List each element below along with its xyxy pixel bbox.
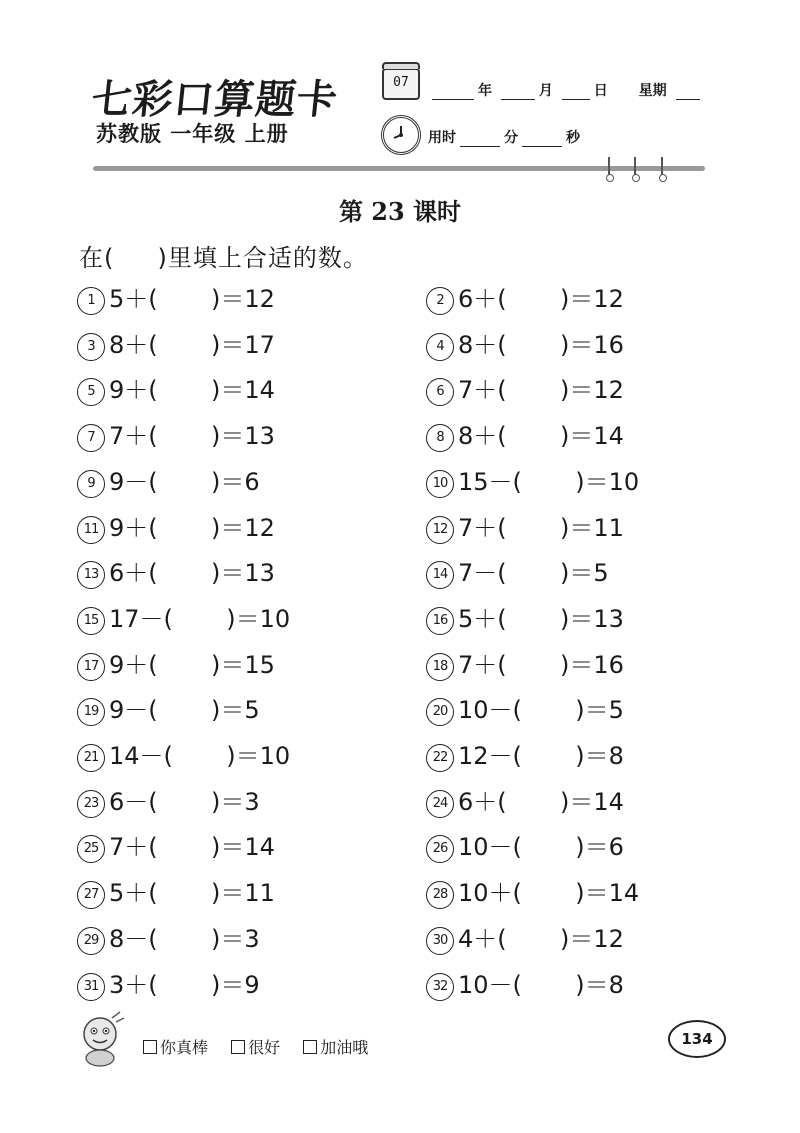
rating-label: 很好 xyxy=(248,1038,281,1057)
problem-number: 7 xyxy=(77,424,105,452)
problem-number: 12 xyxy=(426,516,454,544)
problem-item xyxy=(426,787,624,818)
instruction-text: 在( )里填上合适的数。 xyxy=(79,244,368,272)
problem-number: 22 xyxy=(426,744,454,772)
problem-item xyxy=(77,695,260,726)
problem-number: 26 xyxy=(426,835,454,863)
pin-icon xyxy=(659,157,665,181)
problem-number: 5 xyxy=(77,378,105,406)
problem-equation[interactable]: 14－( )＝10 xyxy=(109,742,291,770)
day-blank[interactable] xyxy=(562,85,590,100)
rating-good[interactable] xyxy=(231,1035,280,1058)
problem-item xyxy=(426,513,624,544)
problem-item xyxy=(77,421,275,452)
time-label-minutes: 分 xyxy=(504,130,518,146)
problem-number: 20 xyxy=(426,698,454,726)
problem-number: 1 xyxy=(77,287,105,315)
problem-number: 23 xyxy=(77,790,105,818)
clock-icon xyxy=(381,115,421,155)
problem-number: 24 xyxy=(426,790,454,818)
date-label-year: 年 xyxy=(478,83,492,99)
problem-number: 29 xyxy=(77,927,105,955)
time-label-used: 用时 xyxy=(428,130,456,146)
problem-item xyxy=(426,924,624,955)
problem-item xyxy=(426,695,624,726)
problem-equation[interactable]: 17－( )＝10 xyxy=(109,604,291,633)
problem-item xyxy=(426,284,624,315)
problem-item xyxy=(426,467,639,498)
problem-number: 18 xyxy=(426,653,454,681)
problem-number: 27 xyxy=(77,881,105,909)
problem-number: 2 xyxy=(426,287,454,315)
problem-number: 3 xyxy=(77,333,105,361)
problem-item xyxy=(77,832,275,863)
problem-equation[interactable]: 8＋( )＝16 xyxy=(458,330,624,359)
date-label-month: 月 xyxy=(538,83,553,99)
seconds-blank[interactable] xyxy=(522,132,562,147)
rating-keep-trying[interactable] xyxy=(303,1035,368,1058)
date-fields xyxy=(428,80,704,100)
problem-number: 9 xyxy=(77,470,105,498)
problem-equation[interactable]: 9＋( )＝12 xyxy=(109,513,275,542)
problem-equation[interactable]: 6＋( )＝14 xyxy=(458,787,624,816)
problem-number: 4 xyxy=(426,333,454,361)
problem-number: 30 xyxy=(426,927,454,955)
checkbox[interactable] xyxy=(143,1040,157,1054)
problem-item xyxy=(426,558,609,589)
problem-item xyxy=(426,421,624,452)
problem-equation[interactable]: 10－( )＝6 xyxy=(458,833,624,862)
problem-item xyxy=(426,741,624,772)
problem-equation[interactable]: 10－( )＝8 xyxy=(458,970,624,999)
problem-number: 6 xyxy=(426,378,454,406)
problem-number: 13 xyxy=(77,561,105,589)
problem-item xyxy=(426,878,639,909)
problem-equation[interactable]: 10－( )＝5 xyxy=(458,696,624,725)
lesson-title: 第 23 课时 xyxy=(338,197,462,226)
checkbox[interactable] xyxy=(231,1040,245,1054)
problem-number: 14 xyxy=(426,561,454,589)
problem-equation[interactable]: 7＋( )＝14 xyxy=(109,833,275,862)
problem-equation[interactable]: 4＋( )＝12 xyxy=(458,924,624,953)
problem-equation[interactable]: 8＋( )＝17 xyxy=(109,330,275,359)
problem-number: 25 xyxy=(77,835,105,863)
problem-item xyxy=(77,330,275,361)
problem-number: 21 xyxy=(77,744,105,772)
problem-item xyxy=(77,604,290,635)
problem-equation[interactable]: 7＋( )＝13 xyxy=(109,422,275,451)
problem-equation[interactable]: 7－( )＝5 xyxy=(458,559,609,588)
problem-item xyxy=(77,878,275,909)
brand-title: 七彩口算题卡 xyxy=(89,76,341,123)
problem-item xyxy=(77,467,260,498)
problem-equation[interactable]: 8＋( )＝14 xyxy=(458,422,624,451)
problem-item xyxy=(426,604,624,635)
problem-number: 15 xyxy=(77,607,105,635)
problem-equation[interactable]: 5＋( )＝12 xyxy=(109,285,275,313)
problem-equation[interactable]: 6－( )＝3 xyxy=(109,787,260,816)
problem-item xyxy=(426,650,624,681)
problem-item xyxy=(77,513,275,544)
problem-equation[interactable]: 5＋( )＝11 xyxy=(109,879,275,908)
time-fields xyxy=(428,127,580,147)
month-blank[interactable] xyxy=(501,85,535,100)
problem-item xyxy=(426,970,624,1001)
calendar-day: 07 xyxy=(393,75,409,90)
problem-item xyxy=(77,284,275,315)
problem-equation[interactable]: 7＋( )＝11 xyxy=(458,513,624,542)
rating-label: 加油哦 xyxy=(320,1038,369,1057)
problem-equation[interactable]: 6＋( )＝13 xyxy=(109,559,275,588)
problem-equation[interactable]: 15－( )＝10 xyxy=(458,467,640,496)
problem-number: 28 xyxy=(426,881,454,909)
problem-equation[interactable]: 8－( )＝3 xyxy=(109,924,260,953)
problem-equation[interactable]: 3＋( )＝9 xyxy=(109,970,260,999)
problem-item xyxy=(77,558,275,589)
minutes-blank[interactable] xyxy=(460,132,500,147)
calendar-icon xyxy=(382,68,420,100)
header-divider xyxy=(93,166,705,171)
rating-label: 你真棒 xyxy=(160,1038,209,1057)
mascot-icon xyxy=(70,1008,130,1068)
problem-number: 31 xyxy=(77,973,105,1001)
problem-number: 19 xyxy=(77,698,105,726)
problem-item xyxy=(77,787,260,818)
pin-icon xyxy=(632,157,638,181)
page-number: 134 xyxy=(668,1020,726,1058)
problem-equation[interactable]: 5＋( )＝13 xyxy=(458,604,624,633)
rating-great[interactable] xyxy=(143,1035,208,1058)
problem-item xyxy=(77,970,260,1001)
problem-equation[interactable]: 9＋( )＝15 xyxy=(109,650,275,679)
problem-item xyxy=(426,330,624,361)
problem-equation[interactable]: 6＋( )＝12 xyxy=(458,285,624,313)
problem-equation[interactable]: 9－( )＝5 xyxy=(109,696,260,725)
pin-icon xyxy=(606,157,612,181)
problem-item xyxy=(426,375,624,406)
problem-equation[interactable]: 9＋( )＝14 xyxy=(109,376,275,405)
date-label-weekday: 星期 xyxy=(638,83,667,99)
problem-equation[interactable]: 7＋( )＝16 xyxy=(458,650,624,679)
year-blank[interactable] xyxy=(432,85,474,100)
problem-number: 17 xyxy=(77,653,105,681)
problem-number: 8 xyxy=(426,424,454,452)
problem-item xyxy=(77,650,275,681)
problem-equation[interactable]: 12－( )＝8 xyxy=(458,742,624,770)
problem-number: 11 xyxy=(77,516,105,544)
checkbox[interactable] xyxy=(303,1040,317,1054)
edition-label: 苏教版 一年级 上册 xyxy=(96,122,289,146)
problem-number: 16 xyxy=(426,607,454,635)
problem-number: 10 xyxy=(426,470,454,498)
problem-equation[interactable]: 7＋( )＝12 xyxy=(458,376,624,405)
problem-equation[interactable]: 9－( )＝6 xyxy=(109,467,260,496)
problem-number: 32 xyxy=(426,973,454,1001)
problem-item xyxy=(77,741,290,772)
problem-item xyxy=(77,924,260,955)
problem-equation[interactable]: 10＋( )＝14 xyxy=(458,879,640,908)
time-label-seconds: 秒 xyxy=(566,130,580,146)
date-label-day: 日 xyxy=(593,83,608,99)
problem-item xyxy=(77,375,275,406)
weekday-blank[interactable] xyxy=(676,85,700,100)
self-rating xyxy=(143,1035,386,1058)
problem-item xyxy=(426,832,624,863)
